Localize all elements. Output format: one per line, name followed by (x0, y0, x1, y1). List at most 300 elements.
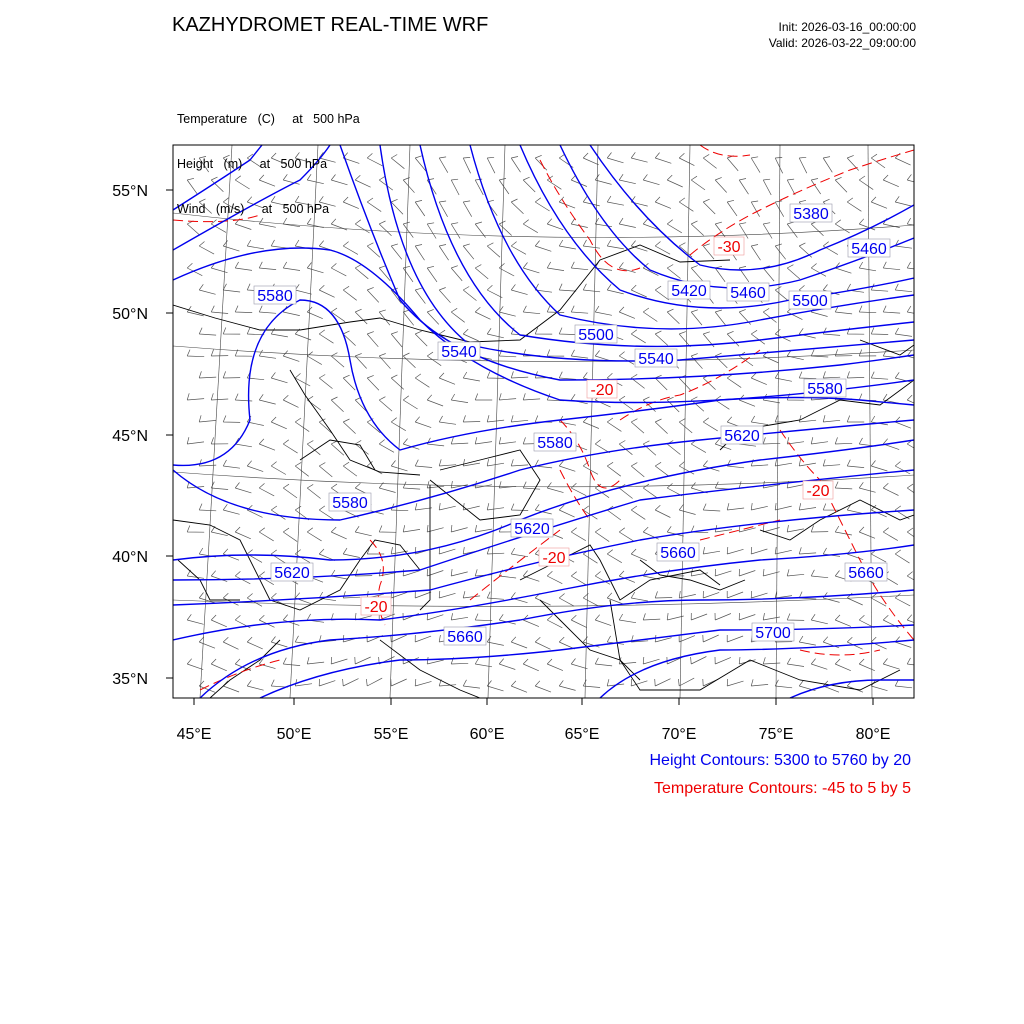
wind-barb (595, 174, 611, 184)
wind-barb (847, 416, 864, 423)
wind-barb (535, 328, 552, 335)
wind-barb (211, 615, 227, 627)
wind-barb (499, 659, 515, 670)
wind-barb (751, 330, 765, 344)
wind-barb (691, 354, 702, 369)
wind-barb (475, 265, 488, 279)
wind-barb (403, 353, 415, 368)
wind-barb (463, 415, 480, 422)
wind-barb (271, 506, 285, 519)
wind-barb (871, 328, 888, 335)
wind-barb (763, 179, 771, 195)
wind-barb (859, 482, 875, 492)
wind-barb (727, 200, 737, 216)
wind-barb (571, 615, 586, 627)
wind-barb (391, 244, 402, 259)
wind-barb (259, 439, 275, 450)
wind-barb (403, 396, 417, 409)
wind-barb (859, 306, 876, 313)
wind-barb (823, 157, 832, 173)
wind-barb (631, 549, 647, 561)
height-label: 5660 (848, 565, 884, 582)
field-wind: Wind (m/s) at 500 hPa (177, 202, 330, 216)
wind-barb (355, 526, 372, 536)
wind-barb (283, 528, 297, 542)
wind-barb (259, 350, 276, 358)
wind-barb (307, 657, 324, 664)
wind-barb (223, 371, 240, 378)
wind-barb (367, 198, 381, 212)
wind-barb (415, 245, 424, 261)
wind-barb (799, 636, 816, 645)
wind-barb (223, 593, 238, 605)
wind-barb (919, 462, 933, 476)
wind-barb (307, 614, 324, 622)
wind-barb (883, 528, 898, 541)
field-temperature: Temperature (C) at 500 hPa (177, 112, 360, 126)
wind-barb (631, 592, 648, 601)
wind-barb (835, 482, 852, 489)
wind-barb (367, 548, 384, 555)
wind-barb (751, 373, 767, 385)
wind-barb (907, 658, 924, 666)
wind-barb (883, 175, 899, 187)
wind-barb (343, 548, 360, 557)
wind-barb (211, 482, 228, 490)
height-label: 5660 (660, 545, 696, 562)
wind-barb (487, 243, 500, 257)
lat-tick-label: 40°N (112, 549, 148, 566)
wind-barb (703, 244, 714, 259)
wind-barb (691, 440, 706, 453)
wind-barb (619, 614, 636, 623)
wind-barb (331, 263, 346, 276)
field-height: Height (m) at 500 hPa (177, 157, 328, 171)
wind-barb (247, 637, 263, 649)
wind-barb (451, 179, 459, 195)
wind-barb (499, 393, 516, 400)
wind-barb (271, 328, 288, 337)
wind-barb (235, 306, 252, 313)
wind-barb (487, 372, 504, 379)
height-label: 5620 (724, 428, 760, 445)
wind-barb (871, 550, 886, 563)
wind-barb (511, 681, 527, 692)
wind-barb (439, 547, 455, 554)
wind-barb (751, 157, 760, 173)
wind-barb (595, 615, 611, 626)
wind-barb (199, 242, 214, 255)
wind-barb (463, 157, 470, 173)
wind-barb (403, 482, 420, 489)
wind-barb (559, 284, 576, 291)
wind-barb (679, 419, 692, 433)
wind-barb (643, 308, 657, 322)
wind-barb (595, 351, 611, 362)
wind-barb (739, 613, 755, 620)
wind-barb (235, 262, 252, 271)
wind-barb (799, 503, 816, 510)
wind-barb (487, 547, 504, 554)
wind-barb (355, 657, 371, 664)
wind-barb (631, 330, 646, 343)
wind-barb (751, 201, 759, 217)
wind-barb (319, 463, 332, 477)
wind-barb (223, 681, 239, 692)
height-label: 5460 (851, 241, 887, 258)
wind-barb (463, 329, 479, 341)
wind-barb (475, 307, 490, 319)
wind-barb (883, 306, 900, 313)
wind-barb (643, 657, 659, 664)
wind-barb (835, 349, 852, 356)
wind-barb (715, 613, 731, 620)
wind-barb (811, 570, 828, 578)
wind-barb (259, 615, 274, 627)
wind-barb (655, 591, 672, 598)
wind-barb (547, 571, 562, 583)
wind-barb (427, 657, 444, 664)
wind-barb (319, 330, 333, 343)
wind-barb (619, 352, 634, 365)
wind-barb (919, 679, 936, 686)
wind-barb (859, 527, 875, 538)
wind-barb (859, 659, 875, 671)
wind-barb (691, 176, 705, 190)
wind-barb (475, 525, 492, 532)
wind-barb (775, 287, 788, 301)
wind-barb (535, 241, 551, 252)
wind-barb (199, 415, 216, 422)
wind-barb (511, 199, 523, 214)
wind-barb (607, 550, 622, 563)
wind-barb (631, 152, 647, 162)
wind-barb (451, 525, 467, 532)
wind-barb (691, 221, 704, 236)
wind-barb (895, 196, 912, 206)
wind-barb (691, 483, 707, 493)
wind-barb (271, 372, 287, 382)
wind-barb (391, 547, 408, 554)
wind-barb (739, 657, 755, 664)
wind-barb (319, 679, 335, 686)
wind-barb (559, 680, 575, 690)
wind-barb (187, 614, 203, 624)
wind-barb (571, 483, 586, 495)
wind-barb (763, 308, 776, 322)
wind-barb (319, 375, 332, 389)
wind-barb (223, 241, 239, 252)
wind-barb (859, 176, 873, 190)
wind-barb (787, 569, 804, 576)
wind-barb (439, 245, 448, 261)
height-label: 5580 (257, 288, 293, 305)
height-label: 5540 (638, 351, 674, 368)
wind-barb (343, 679, 359, 686)
wind-barb (547, 659, 563, 671)
wind-barb (655, 153, 671, 164)
wind-barb (559, 416, 576, 425)
wind-barb (847, 681, 863, 692)
wind-barb (259, 262, 276, 270)
wind-barb (679, 198, 693, 211)
wind-barb (751, 679, 768, 686)
wind-barb (655, 462, 669, 476)
wind-barb (451, 613, 468, 620)
wind-barb (919, 550, 934, 563)
wind-barb (691, 613, 707, 620)
wind-barb (439, 591, 455, 598)
wind-barb (847, 460, 864, 468)
height-label: 5580 (537, 435, 573, 452)
wind-barb (583, 196, 600, 206)
wind-barb (811, 659, 827, 670)
wind-barb (655, 419, 667, 434)
wind-barb (427, 395, 443, 406)
wind-barb (631, 196, 648, 206)
run-times (769, 19, 916, 51)
wind-barb (715, 396, 729, 409)
height-legend: Height Contours: 5300 to 5760 by 20 (649, 752, 911, 769)
wind-barb (235, 483, 251, 493)
wind-barb (343, 462, 357, 476)
wind-barb (655, 331, 668, 346)
wind-barb (283, 262, 300, 271)
wind-barb (703, 591, 719, 598)
height-contour-labels (254, 204, 890, 646)
height-label: 5420 (671, 283, 707, 300)
height-label: 5500 (578, 327, 614, 344)
wind-barb (775, 329, 790, 341)
wind-barb (559, 372, 576, 380)
lat-axis (112, 183, 173, 688)
wind-barb (643, 441, 656, 456)
wind-barb (619, 441, 632, 455)
wind-barb (463, 244, 474, 259)
wind-barb (487, 285, 502, 297)
wind-barb (223, 460, 240, 468)
wind-barb (451, 308, 465, 322)
wind-barb (847, 637, 862, 649)
wind-barb (499, 306, 516, 316)
wind-barb (451, 569, 468, 576)
wind-barb (379, 354, 390, 369)
wind-barb (919, 636, 936, 645)
wind-barb (271, 417, 287, 429)
wind-barb (523, 263, 539, 273)
wind-barb (715, 353, 727, 368)
wind-barb (391, 375, 404, 390)
wind-barb (739, 179, 748, 195)
wind-barb (379, 310, 390, 325)
wind-barb (271, 680, 288, 688)
height-label: 5620 (514, 521, 550, 538)
wind-barb (439, 373, 455, 384)
wind-barb (523, 659, 539, 671)
height-label: 5660 (447, 629, 483, 646)
wind-barb (547, 482, 563, 492)
wind-barb (775, 244, 786, 259)
wind-barb (703, 461, 719, 472)
wind-barb (319, 419, 332, 433)
wind-barb (619, 262, 635, 272)
wind-barb (799, 157, 807, 173)
wind-barb (487, 681, 503, 691)
wind-barb (331, 397, 343, 412)
wind-barb (871, 372, 888, 380)
lon-tick-label: 65°E (564, 726, 600, 743)
wind-barb (547, 219, 563, 230)
wind-barb (547, 615, 562, 627)
wind-barb (895, 417, 911, 428)
wind-barb (787, 614, 804, 621)
wind-barb (703, 418, 718, 431)
wind-barb (511, 157, 520, 173)
wind-barb (247, 240, 264, 249)
wind-barb (607, 593, 623, 604)
height-label: 5580 (332, 495, 368, 512)
wind-barb (739, 266, 749, 282)
lon-axis (177, 698, 891, 743)
wind-barb (211, 526, 228, 536)
wind-barb (235, 659, 251, 671)
wind-barb (487, 503, 504, 510)
wind-barb (871, 461, 887, 472)
wind-barb (235, 527, 251, 539)
wind-barb (403, 222, 413, 238)
wind-barb (715, 569, 731, 576)
wind-barb (895, 550, 909, 563)
wind-barb (631, 506, 645, 519)
wind-barb (919, 373, 934, 385)
wind-barb (835, 437, 852, 444)
wind-barb (259, 483, 274, 496)
wind-barb (523, 177, 535, 192)
wind-barb (199, 504, 216, 511)
wind-barb (415, 460, 432, 468)
wind-barb (775, 547, 792, 554)
wind-barb (835, 177, 847, 192)
wind-barb (907, 306, 924, 315)
wind-barb (259, 394, 276, 404)
wind-barb (271, 240, 288, 248)
wind-barb (787, 525, 804, 532)
height-label: 5460 (730, 285, 766, 302)
wind-barb (631, 419, 644, 433)
wind-barb (391, 155, 404, 169)
wind-barb (619, 307, 635, 319)
wind-barb (499, 437, 516, 444)
wind-barb (607, 240, 624, 249)
wind-barb (667, 265, 680, 279)
wind-barb (787, 658, 804, 667)
wind-barb (619, 528, 633, 541)
wind-barb (259, 658, 275, 668)
wind-barb (367, 375, 379, 390)
wind-barb (451, 394, 468, 403)
wind-barb (763, 657, 780, 664)
wind-barb (223, 284, 240, 292)
wind-barb (223, 416, 240, 423)
wind-barb (835, 220, 849, 233)
wind-barb (367, 419, 380, 433)
lat-tick-label: 50°N (112, 306, 148, 323)
wind-barb (343, 419, 355, 434)
wind-barb (679, 153, 694, 165)
wind-barb (463, 287, 476, 301)
wind-barb (427, 266, 437, 282)
wind-barb (607, 153, 623, 163)
wind-barb (907, 572, 922, 585)
wind-barb (679, 332, 690, 347)
wind-barb (883, 262, 900, 270)
wind-barb (919, 240, 936, 249)
wind-barb (547, 350, 564, 357)
wind-barb (283, 351, 299, 362)
wind-barb (355, 309, 367, 324)
wind-barb (391, 418, 406, 431)
wind-barb (487, 592, 504, 600)
wind-barb (187, 263, 202, 275)
wind-barb (331, 657, 347, 664)
wind-barb (451, 266, 462, 281)
wind-barb (859, 615, 874, 627)
wind-barb (835, 526, 852, 535)
wind-barb (571, 262, 588, 270)
wind-barb (571, 394, 588, 404)
wind-barb (703, 504, 720, 511)
wind-barb (271, 637, 287, 648)
wind-barb (763, 613, 780, 620)
wind-barb (775, 591, 792, 598)
wind-barb (415, 635, 431, 642)
wind-barb (775, 157, 783, 173)
wind-barb (391, 332, 402, 347)
wind-barb (559, 637, 575, 649)
wind-barb (727, 374, 741, 388)
wind-barb (571, 350, 588, 358)
wind-barb (307, 484, 320, 498)
wind-barb (319, 285, 334, 297)
wind-barb (523, 571, 539, 582)
wind-barb (559, 154, 573, 168)
wind-barb (751, 245, 760, 261)
height-label: 5500 (792, 293, 828, 310)
wind-barb (187, 306, 204, 316)
wind-barb (835, 263, 851, 274)
lon-tick-label: 75°E (758, 726, 794, 743)
wind-barb (379, 397, 392, 411)
wind-barb (919, 284, 936, 294)
wind-barb (583, 593, 598, 606)
height-label: 5620 (274, 565, 310, 582)
wind-barb (427, 309, 439, 324)
wind-barb (415, 200, 425, 216)
wind-barb (679, 504, 695, 514)
lon-tick-label: 45°E (176, 726, 212, 743)
wind-barb (895, 680, 912, 688)
wind-barb (655, 197, 671, 209)
wind-barb (919, 506, 933, 520)
wind-barb (475, 614, 492, 621)
temperature-label: -20 (364, 599, 388, 616)
wind-barb (847, 371, 864, 378)
wind-barb (439, 503, 456, 510)
wind-barb (379, 440, 394, 453)
wind-barb (187, 393, 204, 400)
wind-barb (895, 284, 912, 292)
wind-barb (463, 372, 480, 381)
